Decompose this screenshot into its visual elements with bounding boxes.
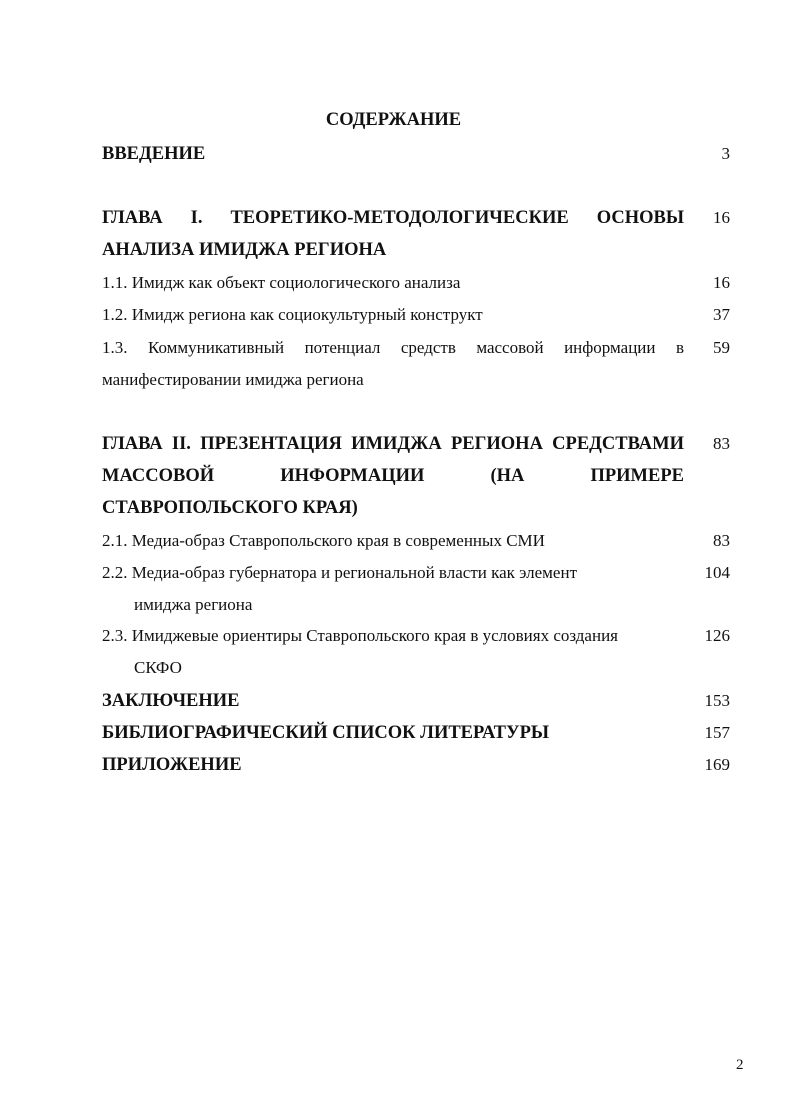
toc-entry-page: 126 [704, 626, 730, 645]
toc-entry-conclusion [102, 685, 730, 717]
page-title: СОДЕРЖАНИЕ [325, 110, 462, 130]
toc-entry-page: 16 [713, 208, 730, 227]
toc-entry-label: 1.2. Имидж региона как социокультурный конструкт [102, 305, 483, 324]
toc-entry-section-1-2 [102, 299, 730, 331]
toc-entry-label: 1.1. Имидж как объект социологического анализа [102, 273, 461, 292]
toc-entry-chapter-2 [102, 428, 730, 524]
toc-entry-section-2-3 [102, 620, 730, 684]
toc-entry-chapter-1 [102, 202, 730, 266]
toc-entry-bibliography [102, 717, 730, 749]
toc-entry-line: АНАЛИЗА ИМИДЖА РЕГИОНА [102, 240, 387, 260]
toc-entry-section-2-2 [102, 557, 730, 621]
toc-entry-page: 59 [713, 338, 730, 357]
toc-entry-line: 2.2. Медиа-образ губернатора и региональной власти как элемент [102, 563, 577, 582]
toc-entry-page: 153 [704, 691, 730, 710]
toc-entry-label: ПРИЛОЖЕНИЕ [102, 755, 242, 775]
toc-entry-page: 157 [704, 723, 730, 742]
toc-entry-page: 169 [704, 755, 730, 774]
toc-entry-section-1-1 [102, 267, 730, 299]
toc-entry-section-1-3 [102, 332, 730, 396]
toc-entry-line: 2.3. Имиджевые ориентиры Ставропольского края в условиях создания [102, 626, 618, 645]
toc-entry-line: СТАВРОПОЛЬСКОГО КРАЯ) [102, 498, 358, 518]
toc-entry-appendix [102, 749, 730, 781]
toc-entry-line: имиджа региона [134, 595, 253, 614]
toc-entry-page: 3 [721, 144, 730, 163]
toc-entry-line: СКФО [134, 658, 182, 677]
toc-entry-page: 83 [713, 434, 730, 453]
toc-entry-page: 16 [713, 273, 730, 292]
toc-entry-label: 2.1. Медиа-образ Ставропольского края в современных СМИ [102, 531, 545, 550]
toc-entry-line: ГЛАВА I. ТЕОРЕТИКО-МЕТОДОЛОГИЧЕСКИЕ ОСНОВЫ [102, 208, 684, 228]
toc-entry-line: ГЛАВА II. ПРЕЗЕНТАЦИЯ ИМИДЖА РЕГИОНА СРЕДСТВАМИ [102, 434, 684, 454]
toc-entry-label: ЗАКЛЮЧЕНИЕ [102, 691, 240, 711]
toc-entry-section-2-1 [102, 525, 730, 557]
toc-entry-page: 104 [704, 563, 730, 582]
toc-entry-line: манифестировании имиджа региона [102, 370, 364, 389]
toc-entry-page: 37 [713, 305, 730, 324]
page-number: 2 [736, 1057, 744, 1073]
toc-entry-label: БИБЛИОГРАФИЧЕСКИЙ СПИСОК ЛИТЕРАТУРЫ [102, 723, 550, 743]
toc-entry-page: 83 [713, 531, 730, 550]
toc-entry-label: ВВЕДЕНИЕ [102, 144, 206, 164]
toc-entry-introduction [102, 138, 730, 170]
toc-entry-line: МАССОВОЙ ИНФОРМАЦИИ (НА ПРИМЕРЕ [102, 466, 684, 486]
toc-entry-line: 1.3. Коммуникативный потенциал средств массовой информации в [102, 338, 684, 357]
